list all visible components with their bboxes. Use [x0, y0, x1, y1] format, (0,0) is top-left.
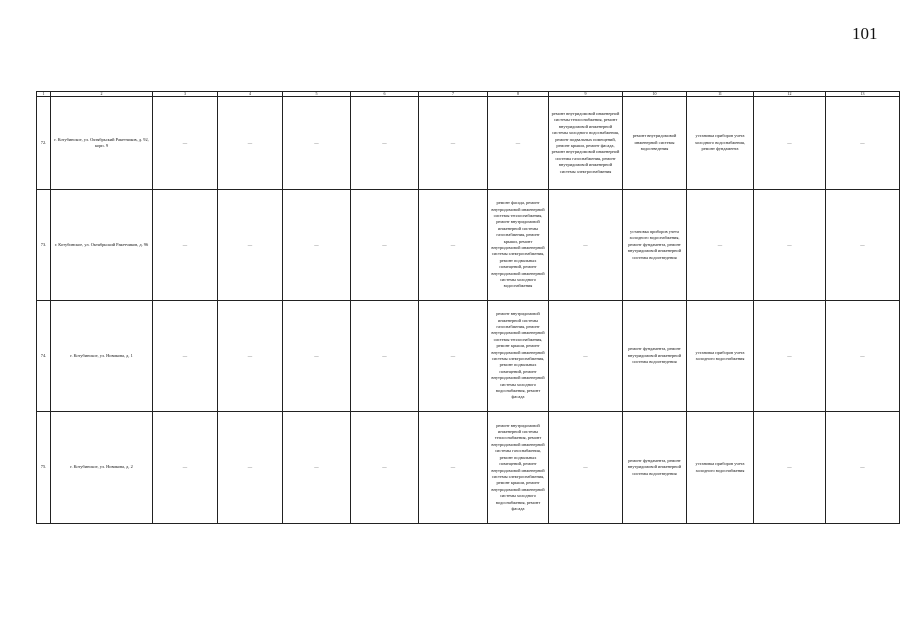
work-list-cell: ремонт внутридомовой инженерной системы теплоснабжения, ремонт внутридомовой инженерной системы холодного водоснабжения, ремонт подвальных помещений, ремонт крыши, ремонт фасада, ремонт внутридомовой инженерной системы газоснабжения, ремонт внутридомовой инженерной системы электроснабжения — [549, 97, 623, 190]
column-number: 7 — [419, 92, 488, 97]
column-number: 9 — [549, 92, 623, 97]
table-cell: — — [754, 301, 826, 412]
table-cell: — — [218, 190, 283, 301]
work-list-cell: ремонт внутридомовой инженерной системы газоснабжения, ремонт внутридомовой инженерной системы теплоснабжения, ремонт крыши, ремонт внутридомовой инженерной системы электроснабжения, ремонт подвальных помещений, ремонт внутридомовой инженерной системы холодного водоснабжения, ремонт фасада — [488, 301, 549, 412]
row-number: 73. — [37, 190, 51, 301]
work-list-cell: ремонт фасада, ремонт внутридомовой инженерной системы теплоснабжения, ремонт внутридомовой инженерной системы газоснабжения, ремонт крыши, ремонт внутридомовой инженерной системы электроснабжения, ремонт подвальных помещений, ремонт внутридомовой инженерной системы холодного водоснабжения — [488, 190, 549, 301]
table-cell: — — [549, 301, 623, 412]
table-cell: — — [549, 412, 623, 524]
table-row — [37, 412, 900, 524]
work-list-cell: ремонт внутридомовой инженерной системы теплоснабжения, ремонт внутридомовой инженерной системы газоснабжения, ремонт подвальных помещений, ремонт внутридомовой инженерной системы электроснабжения, ремонт крыши, ремонт внутридомовой инженерной системы холодного водоснабжения, ремонт фасада — [488, 412, 549, 524]
table-row — [37, 301, 900, 412]
column-number: 3 — [153, 92, 218, 97]
table-cell: — — [351, 190, 419, 301]
table-cell: — — [687, 190, 754, 301]
table-cell: — — [419, 301, 488, 412]
table-cell: — — [153, 190, 218, 301]
column-number: 13 — [826, 92, 900, 97]
table-cell: — — [283, 301, 351, 412]
capital-repair-table — [36, 91, 900, 524]
table-cell: — — [488, 97, 549, 190]
work-list-cell: установка приборов учета холодного водоснабжения — [687, 301, 754, 412]
table-cell: — — [351, 301, 419, 412]
work-list-cell: установка приборов учета холодного водоснабжения, ремонт фундамента — [687, 97, 754, 190]
table-cell: — — [153, 412, 218, 524]
work-list-cell: ремонт внутридомовой инженерной системы водоотведения — [623, 97, 687, 190]
table-cell: — — [826, 190, 900, 301]
work-list-cell: установка приборов учета холодного водоснабжения, ремонт фундамента, ремонт внутридомовой инженерной системы водоотведения — [623, 190, 687, 301]
column-number: 11 — [687, 92, 754, 97]
column-number: 4 — [218, 92, 283, 97]
address-cell: г. Котубинское, ул. Новикова, д. 1 — [51, 301, 153, 412]
table-cell: — — [826, 412, 900, 524]
address-cell: г. Котубинское, ул. Октябрьский Ракетчиков, д. 92, корп. 9 — [51, 97, 153, 190]
column-number: 2 — [51, 92, 153, 97]
page-number: 101 — [852, 24, 878, 43]
table-row — [37, 190, 900, 301]
work-list-cell: установка приборов учета холодного водоснабжения — [687, 412, 754, 524]
table-cell: — — [283, 190, 351, 301]
table-cell: — — [754, 97, 826, 190]
table-cell: — — [419, 412, 488, 524]
column-number: 5 — [283, 92, 351, 97]
column-number: 10 — [623, 92, 687, 97]
column-number: 8 — [488, 92, 549, 97]
table-row — [37, 97, 900, 190]
table-cell: — — [419, 97, 488, 190]
table-cell: — — [283, 97, 351, 190]
table-cell: — — [754, 190, 826, 301]
table-cell: — — [283, 412, 351, 524]
table-cell: — — [351, 97, 419, 190]
table-cell: — — [351, 412, 419, 524]
row-number: 75. — [37, 412, 51, 524]
table-cell: — — [153, 301, 218, 412]
work-list-cell: ремонт фундамента, ремонт внутридомовой инженерной системы водоотведения — [623, 412, 687, 524]
column-number: 12 — [754, 92, 826, 97]
address-cell: г. Котубинское, ул. Октябрьский Ракетчиков, д. 96 — [51, 190, 153, 301]
table-cell: — — [549, 190, 623, 301]
column-number: 6 — [351, 92, 419, 97]
row-number: 74. — [37, 301, 51, 412]
table-cell: — — [218, 412, 283, 524]
table-cell: — — [218, 97, 283, 190]
table-cell: — — [218, 301, 283, 412]
row-number: 72. — [37, 97, 51, 190]
table-cell: — — [754, 412, 826, 524]
table-cell: — — [153, 97, 218, 190]
table-cell: — — [826, 301, 900, 412]
address-cell: г. Котубинское, ул. Новикова, д. 2 — [51, 412, 153, 524]
table-cell: — — [419, 190, 488, 301]
work-list-cell: ремонт фундамента, ремонт внутридомовой инженерной системы водоотведения — [623, 301, 687, 412]
table-cell: — — [826, 97, 900, 190]
column-number: 1 — [37, 92, 51, 97]
